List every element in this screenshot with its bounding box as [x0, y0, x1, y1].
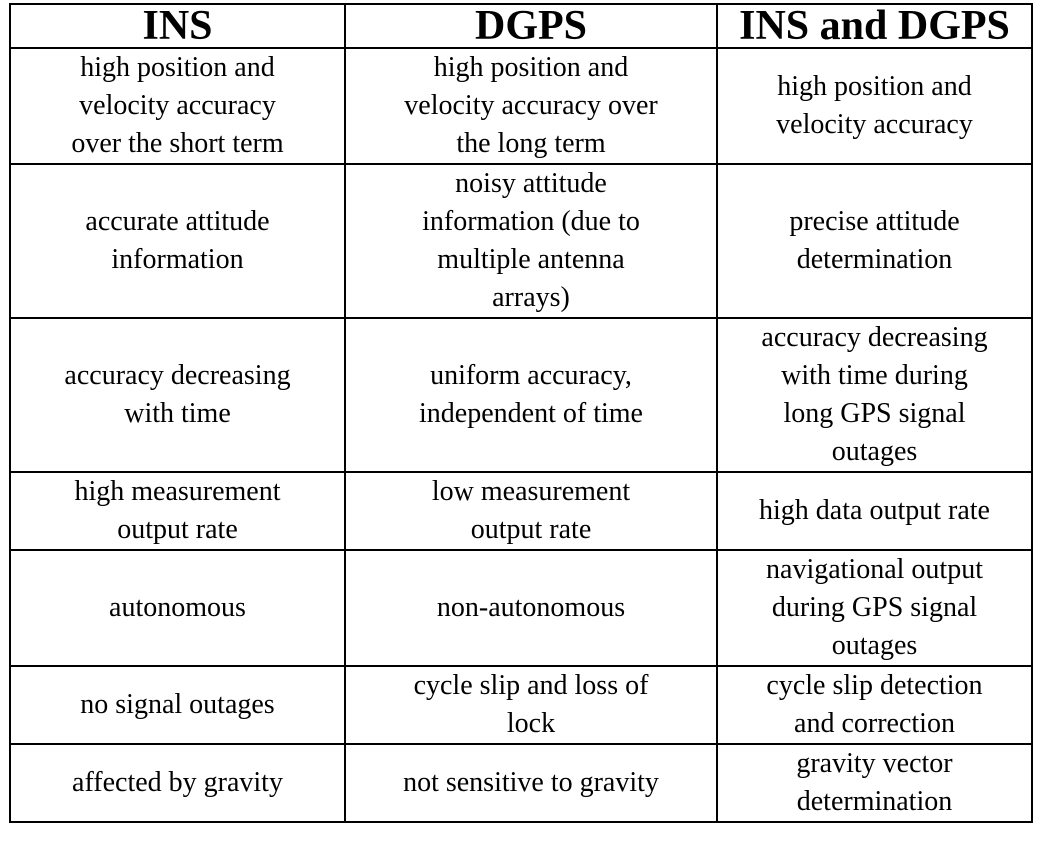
table-row [10, 472, 1032, 550]
header-row [10, 4, 1032, 48]
table-cell: high position and velocity accuracy [717, 48, 1032, 164]
table-row [10, 164, 1032, 318]
table-cell: high position and velocity accuracy over the long term [345, 48, 717, 164]
table-cell: cycle slip and loss of lock [345, 666, 717, 744]
table-row [10, 318, 1032, 472]
table-cell: accuracy decreasing with time [10, 318, 345, 472]
table-cell: no signal outages [10, 666, 345, 744]
table-cell: gravity vector determination [717, 744, 1032, 822]
table-cell: high measurement output rate [10, 472, 345, 550]
table-cell: autonomous [10, 550, 345, 666]
table-cell: navigational output during GPS signal outages [717, 550, 1032, 666]
table-cell: uniform accuracy, independent of time [345, 318, 717, 472]
comparison-table [9, 3, 1033, 823]
table-cell: cycle slip detection and correction [717, 666, 1032, 744]
table-row [10, 744, 1032, 822]
table-row [10, 666, 1032, 744]
table-cell: non-autonomous [345, 550, 717, 666]
column-header-dgps: DGPS [345, 4, 717, 48]
column-header-ins-and-dgps: INS and DGPS [717, 4, 1032, 48]
table-cell: noisy attitude information (due to multiple antenna arrays) [345, 164, 717, 318]
table-cell: high position and velocity accuracy over the short term [10, 48, 345, 164]
table-cell: accurate attitude information [10, 164, 345, 318]
table-cell: high data output rate [717, 472, 1032, 550]
column-header-ins: INS [10, 4, 345, 48]
table-cell: low measurement output rate [345, 472, 717, 550]
table-cell: accuracy decreasing with time during long GPS signal outages [717, 318, 1032, 472]
table-row [10, 48, 1032, 164]
table-cell: precise attitude determination [717, 164, 1032, 318]
table-row [10, 550, 1032, 666]
table-cell: affected by gravity [10, 744, 345, 822]
table-cell: not sensitive to gravity [345, 744, 717, 822]
